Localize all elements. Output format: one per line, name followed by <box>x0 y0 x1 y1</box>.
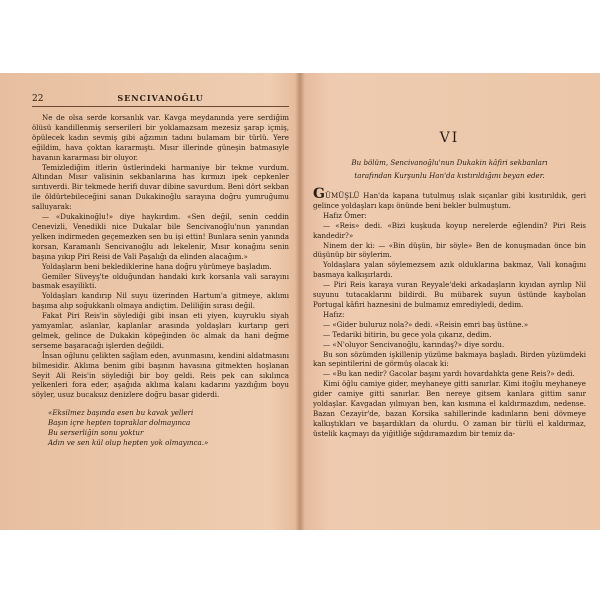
verse-block <box>48 408 289 448</box>
right-page-body <box>313 186 586 439</box>
paragraph: Temizlediğim itlerin üstlerindeki harmaniye bir tekme vurdum. Altından Mısır valisinin sekbanlarına has kırmızı ipek cepkenler sırıtıverdi. Bir tekmede herifi duvar dibine savurdum. Beni dört sekban ile öldürtebileceğini sanan Dukakinoğlu sarayına doğru yumruğumu salluyarak: <box>32 162 289 212</box>
paragraph: — Tedariki bitirin, bu gece yola çıkarız, dedim. <box>323 329 492 339</box>
paragraph: Ninem der ki: — «Bin düşün, bir söyle» Ben de konuşmadan önce bin düşünüp bir söylerim. <box>313 240 586 260</box>
paragraph: — «Bu kan nedir? Gacolar başını yardı hovardahkta gene Reis?» dedi. <box>323 369 575 379</box>
verse-line: Adın ve sen kül olup hepten yok olmayınca.» <box>48 438 209 447</box>
chapter-summary <box>313 156 586 182</box>
paragraph: Yoldaşların beni beklediklerine hana doğru yürümeye başladım. <box>42 261 272 271</box>
opening-text: ÜMÜŞLÜ Han'da kapana tutulmuş ıslak sıçanlar gibi kısıtırıldık, geri gelince yoldaşları kapı önünde beni bekler bulmuştum. <box>313 191 586 210</box>
left-page-header <box>32 93 289 107</box>
open-book <box>0 73 600 530</box>
paragraph: Hafız: <box>323 309 345 319</box>
paragraph: — Piri Reis karaya vuran Reyyale'deki arkadaşların kıyıdan ayrılıp Nil suyunu tutacaklarını bildirdi. Bu mübarek suyun üstünde kaybolan Portugal kâfiri haznesini de bulmamız emrediyledi, dedim. <box>313 280 586 309</box>
chapter-number: VI <box>439 130 460 146</box>
right-page <box>301 73 600 530</box>
paragraph: — «Reis» dedi. «Bizi kuşkuda koyup nerelerde eğlendin? Piri Reis kandedir?» <box>313 220 586 240</box>
summary-line: Bu bölüm, Sencivanoğlu'nun Dukakin kâfiri sekbanları <box>351 158 548 167</box>
running-head: SENCIVANOĞLU <box>117 93 204 103</box>
paragraph: Kimi öğlu camiye gider, meyhaneye gitti sanırlar. Kimi itoğlu meyhaneye gider camiye gitti sanırlar. Ben nereye gitsem kanlara gittim sanır yoldaşlar. Kavgadan yılmıyan ben, kan kısmına el kaldırmazdım, nedense. Bazan Cezayir'de, bazan Korsika sahillerinde kadınların beni dövmeye kalkıştıkları ve başardıkları da olurdu. O zaman bir türlü el kaldırmaz, üstelik kaçmayı da yiğitliğe sığdıramazdım bir temiz da- <box>313 379 586 438</box>
paragraph: Bu son sözümden işkillenip yüzüme bakmaya başladı. Birden yüzümdeki kan sepintilerini de görmüş olacak ki: <box>313 349 586 369</box>
drop-cap: G <box>313 186 325 202</box>
paragraph: Ne de olsa serde korsanlık var. Kavga meydanında yere serdiğim ölüsü kandillenmiş serserileri bir yoklamazsam mezesiz şarap içmiş, öpülecek kadın sevmiş gibi ağzımın tadını bulamam bir türlü. Yere eğildim, hava çoktan kararmıştı. Mısır illerinde güneşin batmasıyle havanın kararması bir oluyor. <box>32 113 289 162</box>
paragraph: Yoldaşları kandırıp Nil suyu üzerinden Hartum'a gitmeye, aklımı başıma alıp soğukkanlı olmaya andiçtim. Deliliğin sırası değil. <box>32 291 289 311</box>
paragraph: Fakat Piri Reis'in söylediği gibi insan eti yiyen, kuyruklu siyah yamyamlar, aslanlar, kaplanlar arasında yoldaşları kurtarıp geri gelmek, gelince de Dukakin köpeğinden öc almak da hani değme serseme başaracağı işlerden değildi. <box>32 311 289 350</box>
paragraph: Yoldaşlara yalan söylemezsem azık olduklarına bakmaz, Vali konağını basmaya kalkışırlardı. <box>313 260 586 280</box>
paragraph: — «N'oluyor Sencivanoğlu, karındaş?» diye sordu. <box>323 339 505 349</box>
paragraph: İnsan oğlunu çelikten sağlam eden, avunmasını, kendini aldatmasını bilmesidir. Aklıma benim gibi başının havasına gitmekten hoşlanan Seyit Ali Reis'in söylediği bir boy geldi. Reis pek can sıkılınca yelkenleri fora eder, aşağıda aklıma kalanı kadarını yazdığım boyu söyler, usuz bucaksız denizlere doğru basar giderdi. <box>32 350 289 400</box>
paragraph: — «Gider buluruz nola?» dedi. «Reisin emri baş üstüne.» <box>323 319 529 329</box>
opening-paragraph <box>313 186 586 211</box>
verse-line: Bu serserliğin sonu yoktur <box>48 428 144 438</box>
paragraph: — «Dukakinoğlu!» diye haykırdım. «Sen değil, senin ceddin Cenevizli, Venedikli nice Dukalar bile Sencivanoğlu'nun yanından yelken indirmeden geçemezken sen bu işi ettin! Bunlara senin yanında korsan, Karamanlı Sencivanoğlu adı lekelenir, Mısır konağını senin başına yıkıp Piri Reisi de Vali Paşalığı da elinden alacağım.» <box>32 212 289 261</box>
verse-line: Başın içre hepten topraklar dolmayınca <box>48 418 191 428</box>
page-number: 22 <box>32 94 44 104</box>
paragraph: Hafız Ömer: <box>323 210 367 220</box>
paragraph: Gemiler Süveyş'te olduğundan handaki kırk korsanla vali sarayını basmak esayilikti. <box>32 271 289 291</box>
left-page <box>0 73 299 530</box>
summary-line: tarafından Kurşunlu Han'da kıstırıldığını beyan eder. <box>354 171 545 180</box>
verse-line: «Eksilmez başında esen bu kavak yelleri <box>48 408 194 418</box>
